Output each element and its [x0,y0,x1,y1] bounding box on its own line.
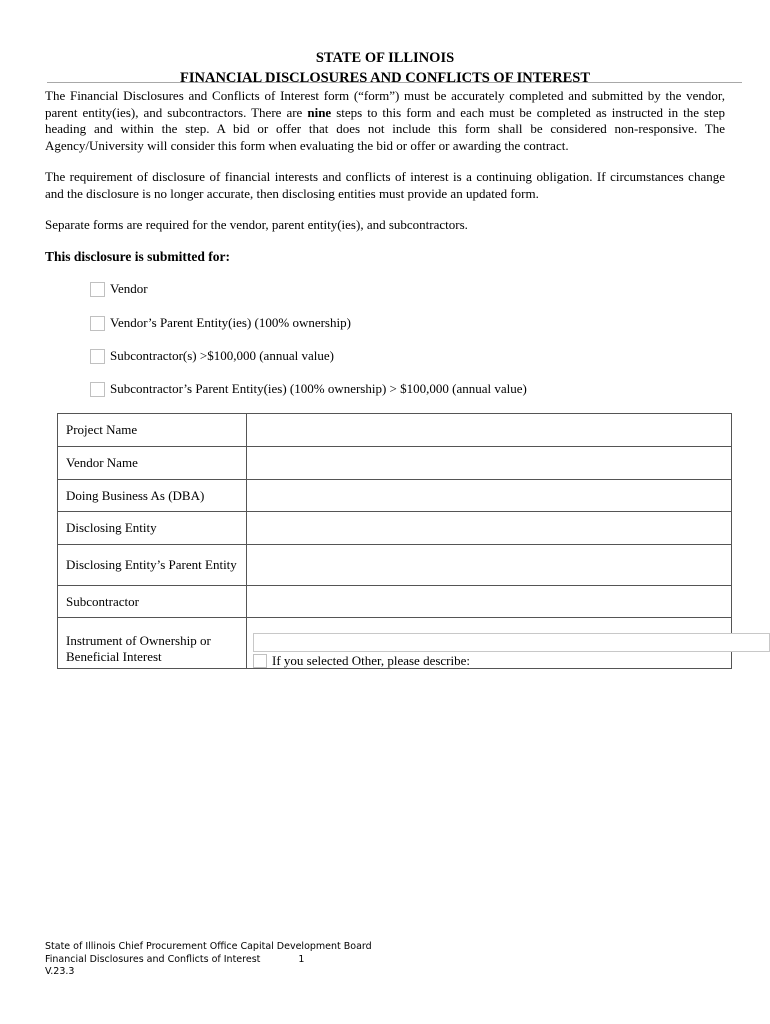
instrument-ownership-select[interactable] [253,633,770,652]
project-name-field[interactable] [247,414,732,447]
table-row [58,545,732,586]
table-row [58,414,732,447]
document-subtitle: FINANCIAL DISCLOSURES AND CONFLICTS OF INTEREST [180,70,590,86]
other-checkbox[interactable] [253,654,267,668]
intro-paragraph-2: The requirement of disclosure of financial interests and conflicts of interest is a continuing obligation. If circumstances change and the disclosure is no longer accurate, then disclosing entities must provide an updated form. [45,169,725,201]
row-label: Doing Business As (DBA) [58,480,247,512]
document-title: STATE OF ILLINOIS [315,50,455,66]
option-label: Subcontractor’s Parent Entity(ies) (100% ownership) > $100,000 (annual value) [110,381,527,396]
table-row [58,447,732,480]
row-label: Disclosing Entity’s Parent Entity [58,545,247,586]
row-label: Instrument of Ownership or Beneficial Interest [58,618,247,669]
page-number: 1 [298,953,305,965]
option-subcontractor[interactable] [90,348,334,364]
table-row [58,586,732,618]
other-label: If you selected Other, please describe: [272,653,471,668]
subcontractor-field[interactable] [247,586,732,618]
table-row [58,512,732,545]
submitted-for-heading: This disclosure is submitted for: [45,249,231,264]
option-subcontractor-parent[interactable] [90,381,527,397]
intro-bold-count: nine [307,104,332,120]
table-row [58,480,732,512]
entity-info-table [57,413,732,669]
option-vendor-parent[interactable] [90,315,351,331]
row-label: Vendor Name [58,447,247,480]
page-footer [45,941,372,979]
intro-paragraph-1 [45,88,725,154]
header-divider [47,82,742,83]
intro-paragraph-3: Separate forms are required for the vendor, parent entity(ies), and subcontractors. [45,217,468,232]
option-label: Subcontractor(s) >$100,000 (annual value) [110,348,334,363]
row-label: Subcontractor [58,586,247,618]
footer-agency: State of Illinois Chief Procurement Office Capital Development Board [45,941,372,952]
row-label: Disclosing Entity [58,512,247,545]
footer-version: V.23.3 [45,966,75,977]
dba-field[interactable] [247,480,732,512]
other-description-row[interactable] [253,653,470,669]
row-label: Project Name [58,414,247,447]
vendor-name-field[interactable] [247,447,732,480]
footer-form-name: Financial Disclosures and Conflicts of Interest [45,953,261,965]
option-vendor[interactable] [90,281,148,297]
parent-entity-field[interactable] [247,545,732,586]
intro-text-b: steps to this form and each must be completed as instructed in the step heading and within the step. A bid or offer that does not include this form shall be considered non-responsive. The Agency/University will consider this form when evaluating the bid or offer or awarding the contract. [45,104,725,153]
vendor-checkbox[interactable] [90,282,105,297]
vendor-parent-checkbox[interactable] [90,316,105,331]
disclosing-entity-field[interactable] [247,512,732,545]
intro-text-a: The Financial Disclosures and Conflicts of Interest form (“form”) must be accurately completed and submitted by the vendor, parent entity(ies), and subcontractors. There are [45,88,725,120]
option-label: Vendor [110,281,148,296]
footer-form-line [45,954,372,967]
subcontractor-parent-checkbox[interactable] [90,382,105,397]
subcontractor-checkbox[interactable] [90,349,105,364]
option-label: Vendor’s Parent Entity(ies) (100% ownership) [110,315,351,330]
